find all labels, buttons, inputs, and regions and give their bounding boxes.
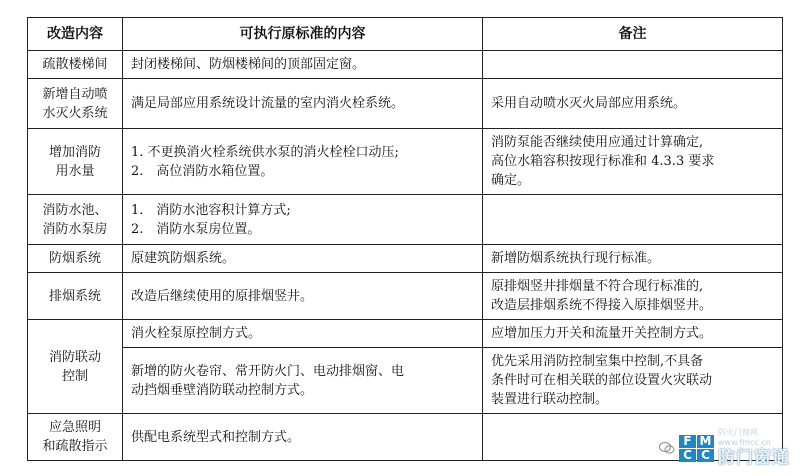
row-content xyxy=(123,51,483,79)
row-content xyxy=(123,79,483,129)
logo-letter: F xyxy=(679,435,696,448)
row-item xyxy=(28,51,123,79)
row-content xyxy=(123,273,483,320)
row-content xyxy=(123,245,483,273)
row-item-line: 和疏散指示 xyxy=(42,439,108,454)
row-note xyxy=(483,129,783,195)
row-note xyxy=(483,320,783,348)
row-item-line: 排烟系统 xyxy=(48,288,101,304)
row-note-line: 装置进行联动控制。 xyxy=(491,392,609,407)
row-note xyxy=(483,348,783,414)
row-item-line: 消防水池、 xyxy=(42,202,108,218)
table-row xyxy=(28,245,783,273)
row-note-line: 原排烟竖井排烟量不符合现行标准的, xyxy=(491,279,704,294)
row-content-line: 1. 消防水池容积计算方式; xyxy=(131,202,291,218)
table-row xyxy=(28,79,783,129)
table-row xyxy=(28,195,783,245)
watermark-text xyxy=(718,428,790,468)
watermark xyxy=(659,428,790,468)
row-note-line: 优先采用消防控制室集中控制,不具备 xyxy=(491,354,704,369)
row-item-line: 增加消防 xyxy=(48,144,101,160)
header-renovation-item: 改造内容 xyxy=(28,18,123,51)
table-row xyxy=(28,51,783,79)
row-note-line: 改造层排烟系统不得接入原排烟竖井。 xyxy=(491,298,713,313)
row-note-line: 采用自动喷水灭火局部应用系统。 xyxy=(491,96,687,111)
row-content-line: 满足局部应用系统设计流量的室内消火栓系统。 xyxy=(131,96,405,111)
watermark-site-name: 防火门窗网 xyxy=(718,428,758,437)
row-content-line: 2. 消防水泵房位置。 xyxy=(131,221,261,237)
row-content-line: 2. 高位消防水箱位置。 xyxy=(131,163,274,179)
row-item-line: 防烟系统 xyxy=(48,251,101,266)
row-content xyxy=(123,414,483,461)
row-note-line: 高位水箱容积按现行标准和 4.3.3 要求 xyxy=(491,154,715,169)
row-content-line: 1. 不更换消火栓系统供水泵的消火栓栓口动压; xyxy=(131,144,399,160)
row-item xyxy=(28,245,123,273)
row-note xyxy=(483,245,783,273)
row-item-line: 应急照明 xyxy=(48,420,101,435)
table-row xyxy=(28,348,783,414)
row-content-line: 新增的防火卷帘、常开防火门、电动排烟窗、电 xyxy=(131,363,405,379)
row-item-line: 水灭火系统 xyxy=(42,105,108,121)
row-item-line: 疏散楼梯间 xyxy=(42,57,108,72)
table-row xyxy=(28,320,783,348)
row-item-line: 控制 xyxy=(61,368,88,384)
fire-renovation-table xyxy=(27,17,783,461)
table-row xyxy=(28,273,783,320)
fmcc-logo xyxy=(679,435,714,462)
row-content xyxy=(123,195,483,245)
row-content xyxy=(123,320,483,348)
watermark-url: www.fmcc.cn xyxy=(718,438,771,447)
logo-letter: C xyxy=(697,449,714,462)
row-item xyxy=(28,195,123,245)
header-original-standard-content: 可执行原标准的内容 xyxy=(123,18,483,51)
row-content-line: 动挡烟垂壁消防联动控制方式。 xyxy=(131,382,314,398)
row-content-line: 消火栓泵原控制方式。 xyxy=(131,326,262,341)
row-content-line: 供配电系统型式和控制方式。 xyxy=(131,429,301,445)
row-content xyxy=(123,129,483,195)
wechat-icon xyxy=(659,441,675,455)
row-note-line: 新增防烟系统执行现行标准。 xyxy=(491,251,661,266)
row-content-line: 改造后继续使用的原排烟竖井。 xyxy=(131,288,314,304)
row-item xyxy=(28,414,123,461)
row-item-line: 消防水泵房 xyxy=(42,221,108,237)
watermark-brand: 防门窗通 xyxy=(718,448,790,468)
row-content-line: 原建筑防烟系统。 xyxy=(131,251,236,266)
row-content-line: 封闭楼梯间、防烟楼梯间的顶部固定窗。 xyxy=(131,57,366,72)
table-header-row xyxy=(28,18,783,51)
row-item-line: 新增自动喷 xyxy=(42,86,108,102)
row-note xyxy=(483,51,783,79)
row-item-line: 用水量 xyxy=(55,163,95,179)
row-item xyxy=(28,320,123,414)
row-note-line: 消防泵能否继续使用应通过计算确定, xyxy=(491,135,704,150)
row-note xyxy=(483,79,783,129)
row-item xyxy=(28,129,123,195)
row-note-line: 应增加压力开关和流量开关控制方式。 xyxy=(491,326,713,341)
header-remarks: 备注 xyxy=(483,18,783,51)
table-row xyxy=(28,129,783,195)
logo-letter: C xyxy=(679,449,696,462)
row-note-line: 条件时可在相关联的部位设置火灾联动 xyxy=(491,373,713,388)
row-item xyxy=(28,79,123,129)
logo-letter: M xyxy=(697,435,714,448)
row-content xyxy=(123,348,483,414)
row-item xyxy=(28,273,123,320)
row-note-line: 确定。 xyxy=(491,173,531,188)
row-note xyxy=(483,195,783,245)
row-note xyxy=(483,273,783,320)
row-item-line: 消防联动 xyxy=(48,349,101,365)
